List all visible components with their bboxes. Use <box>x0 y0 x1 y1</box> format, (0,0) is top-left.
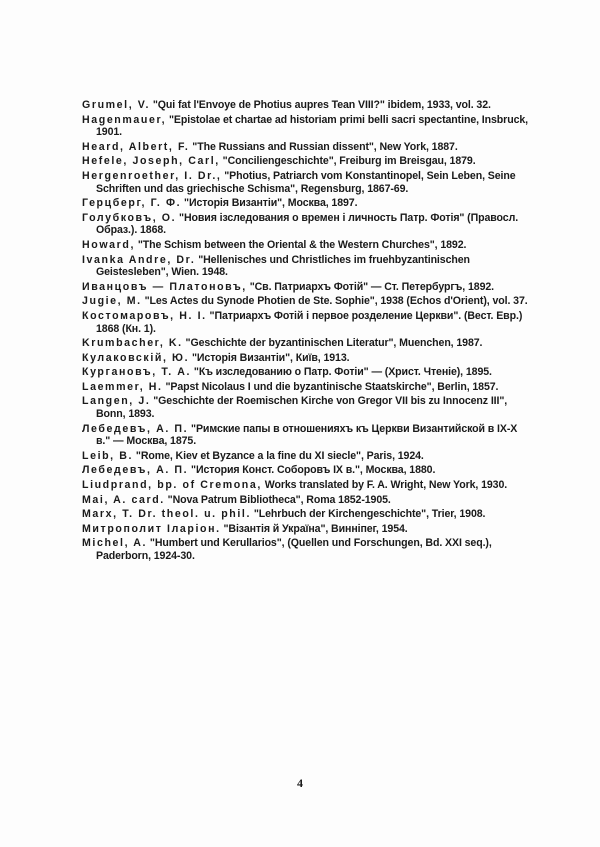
entry-text: "Патриархъ Фотій і первое розделение Церкви". (Вест. Евр.) 1868 (Кн. 1). <box>96 309 523 335</box>
entry-author: Michel, A. <box>82 537 148 550</box>
entry-author: Liudprand, bp. of Cremona, <box>82 479 262 492</box>
bibliography-entry <box>82 239 532 252</box>
entry-author: Костомаровъ, Н. І. <box>82 309 207 322</box>
entry-author: Лебедевъ, А. П. <box>82 464 189 477</box>
bibliography-entry <box>82 141 532 154</box>
entry-author: Голубковъ, О. <box>82 211 177 224</box>
entry-text: "Новия ізследования о времен і личность Патр. Фотія" (Правосл. Образ.). 1868. <box>96 211 519 237</box>
entry-author: Marx, T. Dr. theol. u. phil. <box>82 508 251 521</box>
entry-author: Кургановъ, Т. А. <box>82 366 192 379</box>
entry-author: Иванцовъ — Платоновъ, <box>82 280 247 293</box>
bibliography-entry <box>82 523 532 536</box>
bibliography-entry <box>82 381 532 394</box>
entry-text: "Римские папы в отношенияхъ къ Церкви Византийской в IX-X в." — Москва, 1875. <box>96 422 518 448</box>
bibliography-entry <box>82 212 532 237</box>
entry-author: Leib, B. <box>82 449 134 462</box>
entry-text: "Візантія й Україна", Винніпег, 1954. <box>220 522 408 535</box>
entry-text: "Исторія Византіи", Москва, 1897. <box>181 197 358 210</box>
entry-author: Hefele, Joseph, Carl, <box>82 155 220 168</box>
bibliography-entry <box>82 281 532 294</box>
entry-text: "Conciliengeschichte", Freiburg im Breisgau, 1879. <box>219 155 476 168</box>
entry-text: "The Schism between the Oriental & the Western Churches", 1892. <box>135 238 467 251</box>
entry-author: Кулаковскій, Ю. <box>82 351 190 364</box>
bibliography-entry <box>82 537 532 562</box>
bibliography-entry <box>82 170 532 195</box>
entry-author: Hergenroether, I. Dr., <box>82 169 222 182</box>
bibliography-entry <box>82 479 532 492</box>
page-number: 4 <box>297 776 303 790</box>
entry-author: Герцберг, Г. Ф. <box>82 197 182 210</box>
entry-text: "Geschichte der byzantinischen Literatur", Muenchen, 1987. <box>182 337 483 350</box>
entry-text: "Lehrbuch der Kirchengeschichte", Trier, 1908. <box>251 508 486 521</box>
entry-author: Grumel, V. <box>82 99 151 111</box>
entry-author: Langen, J. <box>82 395 151 408</box>
bibliography-entry <box>82 197 532 210</box>
entry-author: Howard, <box>82 238 135 251</box>
bibliography-list <box>82 99 532 565</box>
bibliography-entry <box>82 254 532 279</box>
entry-text: "Photius, Patriarch vom Konstantinopel, Sein Leben, Seine Schriften und das griechische Schisma", Regensburg, 1867-69. <box>96 169 516 195</box>
bibliography-entry <box>82 494 532 507</box>
bibliography-entry <box>82 352 532 365</box>
entry-text: "The Russians and Russian dissent", New York, 1887. <box>189 140 458 153</box>
entry-text: Works translated by F. A. Wright, New York, 1930. <box>261 479 508 492</box>
entry-text: "Qui fat l'Envoye de Photius aupres Tean VIII?" ibidem, 1933, vol. 32. <box>150 99 491 111</box>
entry-text: "Къ изследованию о Патр. Фотіи" — (Христ. Чтеніе), 1895. <box>191 366 492 379</box>
entry-text: "Papst Nicolaus I und die byzantinische Staatskirche", Berlin, 1857. <box>162 380 499 393</box>
bibliography-entry <box>82 450 532 463</box>
bibliography-entry <box>82 508 532 521</box>
bibliography-entry <box>82 337 532 350</box>
bibliography-entry <box>82 295 532 308</box>
entry-text: "Les Actes du Synode Photien de Ste. Sophie", 1938 (Echos d'Orient), vol. 37. <box>141 295 528 308</box>
bibliography-entry <box>82 366 532 379</box>
bibliography-entry <box>82 155 532 168</box>
entry-author: Laemmer, H. <box>82 380 163 393</box>
bibliography-entry <box>82 395 532 420</box>
entry-author: Heard, Albert, F. <box>82 140 190 153</box>
bibliography-entry <box>82 464 532 477</box>
entry-author: Jugie, M. <box>82 295 142 308</box>
entry-text: "Св. Патриархъ Фотій" — Ст. Петербургъ, 1892. <box>246 280 495 293</box>
entry-author: Лебедевъ, А. П. <box>82 422 189 435</box>
entry-text: "Epistolae et chartae ad historiam primi belli sacri spectantine, Insbruck, 1901. <box>96 113 528 139</box>
entry-author: Krumbacher, K. <box>82 337 183 350</box>
bibliography-entry <box>82 114 532 139</box>
entry-author: Ivanka Andre, Dr. <box>82 253 196 266</box>
bibliography-entry <box>82 423 532 448</box>
entry-text: "Rome, Kiev et Byzance a la fine du XI siecle", Paris, 1924. <box>133 449 424 462</box>
entry-text: "Humbert und Kerullarios", (Quellen und Forschungen, Bd. XXI seq.), Paderborn, 1924-30. <box>96 537 492 562</box>
entry-text: "Hellenisches und Christliches im fruehbyzantinischen Geistesleben", Wien. 1948. <box>96 253 470 279</box>
bibliography-entry <box>82 310 532 335</box>
entry-text: "Nova Patrum Bibliotheca", Roma 1852-1905. <box>164 493 391 506</box>
entry-text: "История Конст. Соборовъ IX в.", Москва, 1880. <box>188 464 436 477</box>
entry-author: Hagenmauer, <box>82 113 167 126</box>
entry-author: Mai, A. card. <box>82 493 165 506</box>
bibliography-entry <box>82 99 532 112</box>
entry-text: "Geschichte der Roemischen Kirche von Gregor VII bis zu Innocenz III", Bonn, 1893. <box>96 395 508 421</box>
entry-text: "Исторія Византіи", Київ, 1913. <box>189 351 350 364</box>
entry-author: Митрополит Іларіон. <box>82 522 221 535</box>
